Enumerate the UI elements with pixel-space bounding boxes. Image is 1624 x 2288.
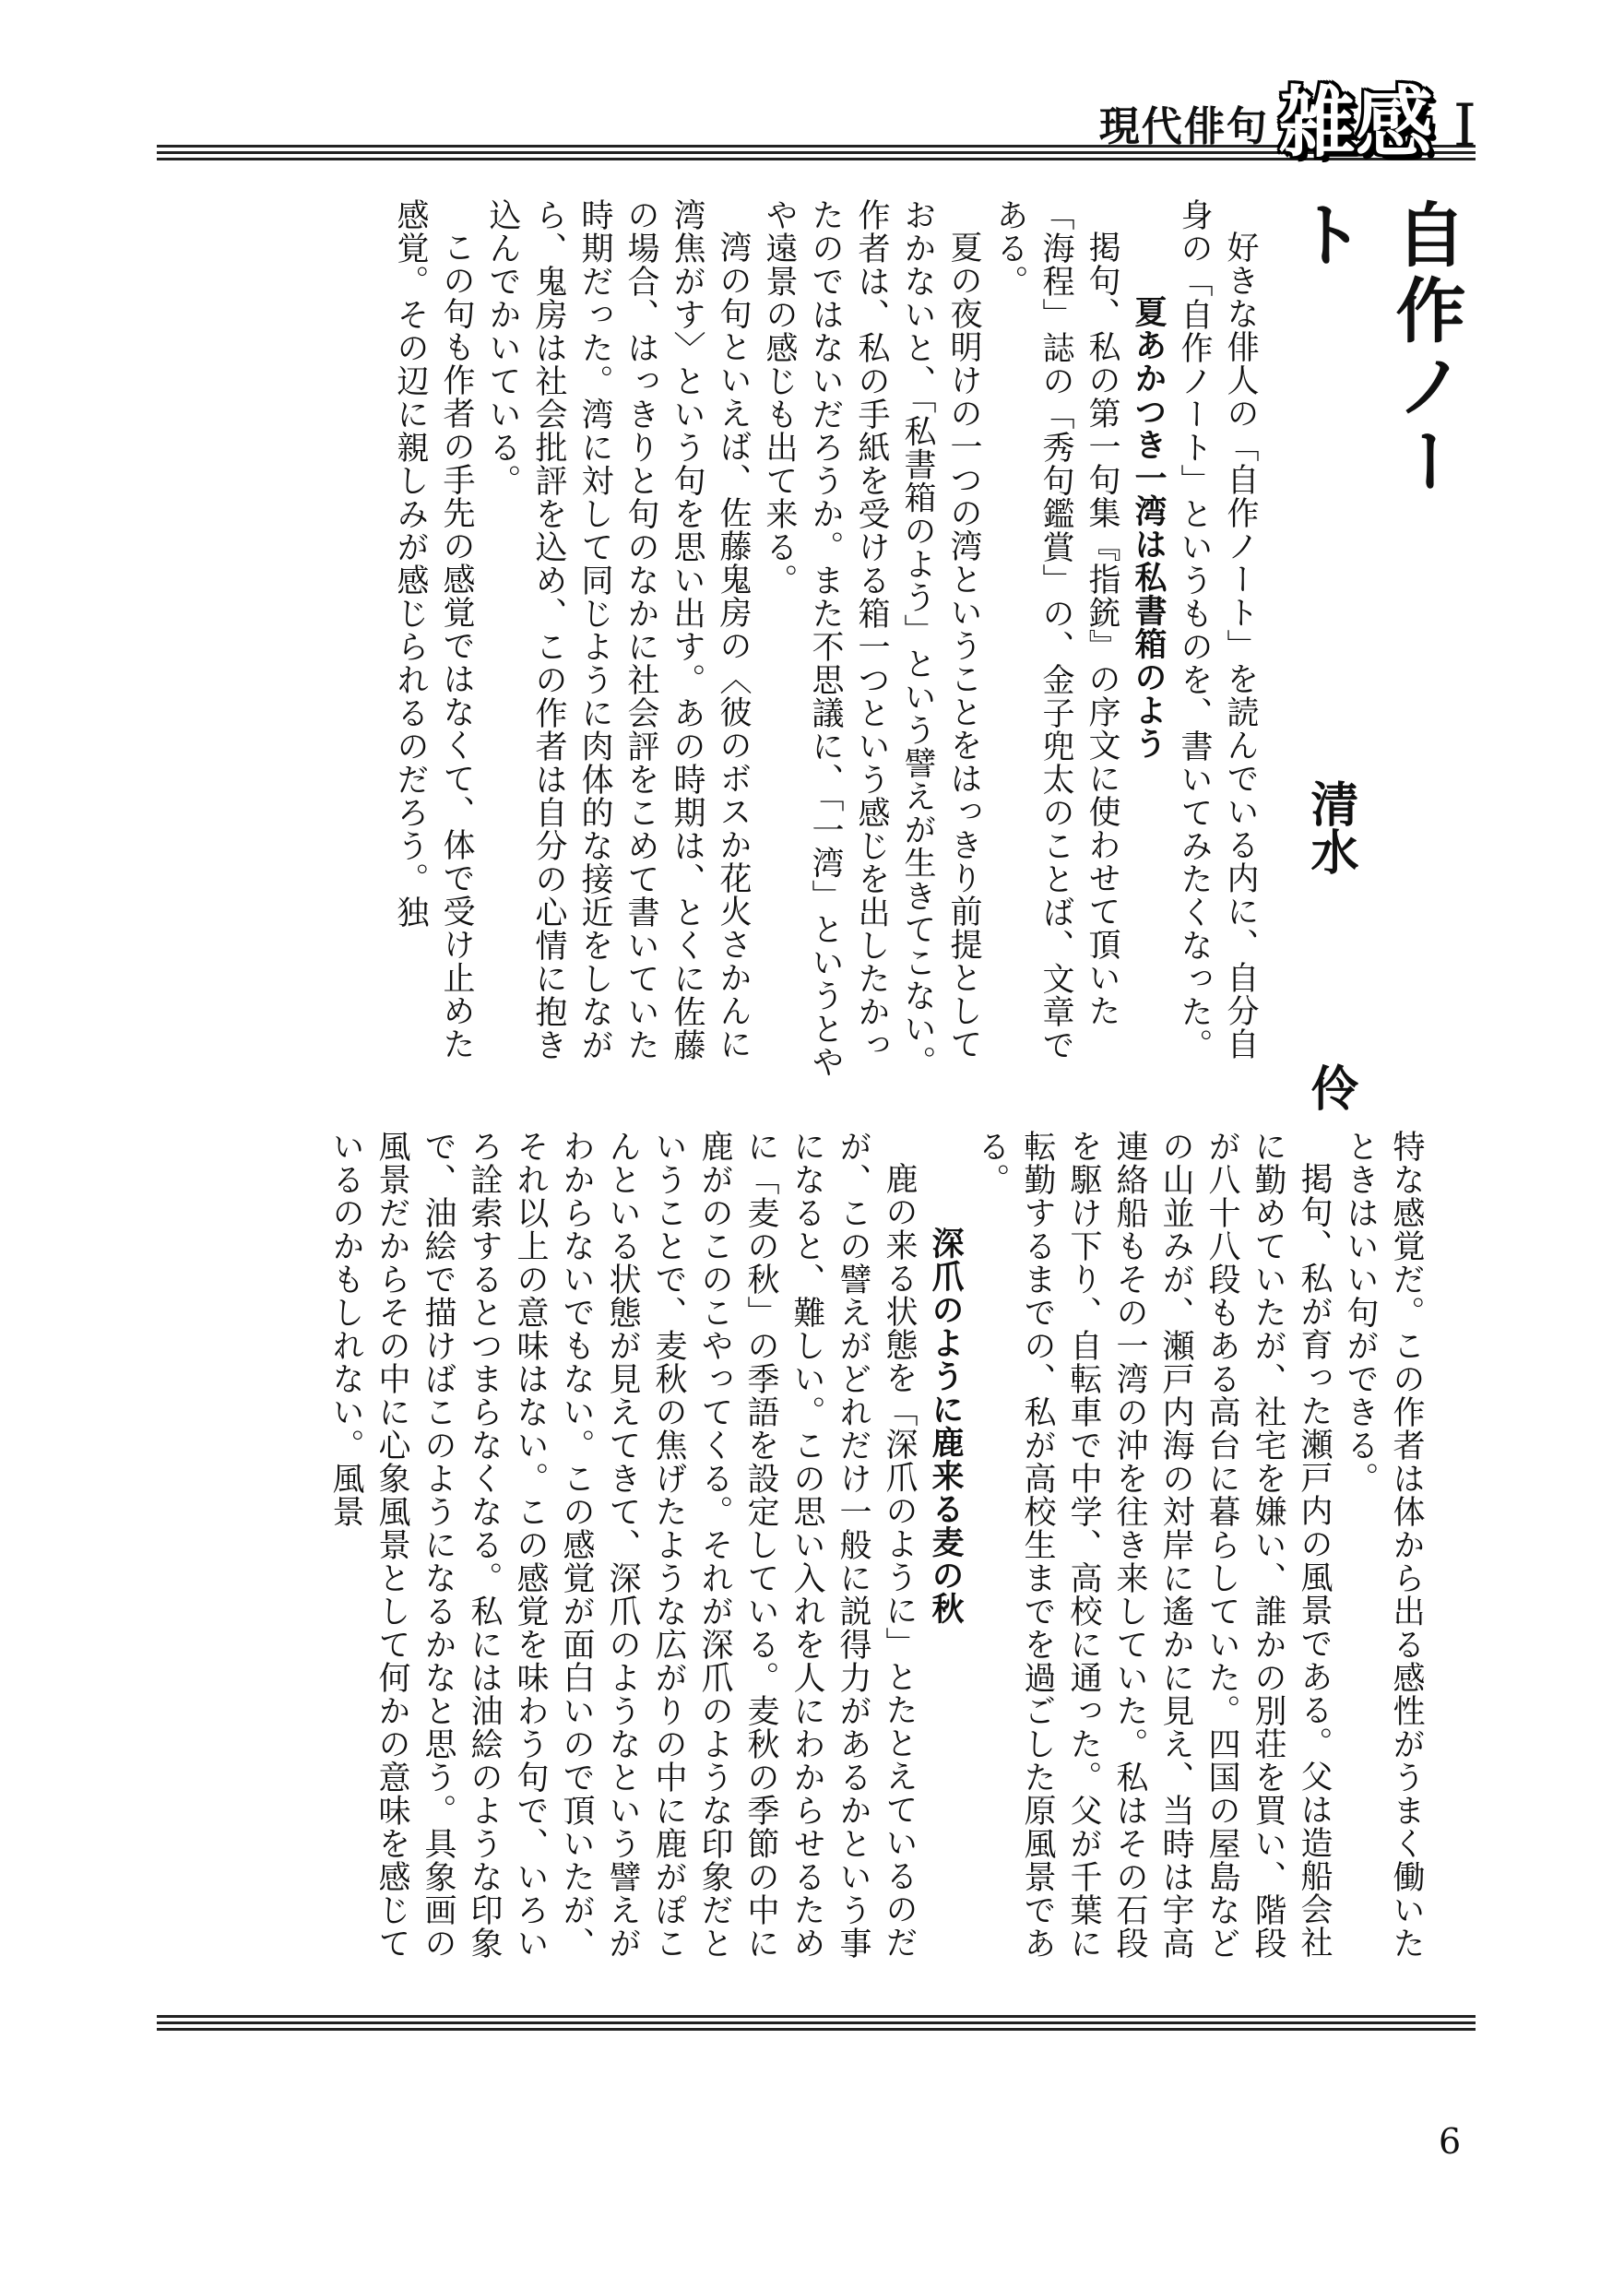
- haiku-heading-2: 深爪のように鹿来る麦の秋: [927, 1227, 964, 1625]
- author-given: 伶: [1302, 1063, 1357, 1111]
- article-title: 自作ノート: [1284, 198, 1466, 501]
- series-name: 現代俳句: [1098, 103, 1269, 150]
- footer-rule: [157, 2028, 1476, 2031]
- page-number: 6: [1439, 2121, 1462, 2162]
- lower-text-column: [157, 1130, 1429, 1960]
- series-title: 雑感: [1277, 77, 1433, 168]
- intro-paragraph: 好きな俳人の「自作ノート」を読んでいる内に、自分自身の「自作ノート」というものを、書いてみたくなった。: [1176, 198, 1259, 1061]
- author-surname: 清水: [1302, 779, 1357, 875]
- body-paragraph: 掲句、私が育った瀬戸内の風景である。父は造船会社に勤めていたが、社宅を嫌い、誰かの別荘を買い、階段が八十八段もある高台に暮らしていた。四国の屋島などの山並みが、瀬戸内海の対岸に遙かに見え、当時は宇高連絡船もその一湾の沖を往き来していた。私はその石段を駆け下り、自転車で中学、高校に通った。父が千葉に転勤するまでの、私が高校生までを過ごした原風景である。: [973, 1130, 1333, 1960]
- body-paragraph: 特な感覚だ。この作者は体から出る感性がうまく働いたときはいい句ができる。: [1342, 1130, 1425, 1960]
- body-paragraph: 掲句、私の第一句集『指銃』の序文に使わせて頂いた「海程」誌の「秀句鑑賞」の、金子兜太のことば、文章である。: [991, 198, 1120, 1061]
- series-volume: I: [1452, 92, 1476, 160]
- footer-rule: [157, 2015, 1476, 2018]
- running-header: [1098, 77, 1476, 168]
- haiku-heading-1: 夏あかつき一湾は私書箱のよう: [1130, 295, 1167, 760]
- body-paragraph: 鹿の来る状態を「深爪のように」とたとえているのだが、この譬えがどれだけ一般に説得力があるかという事になると、難しい。この思い入れを人にわからせるために「麦の秋」の季語を設定している。麦秋の季節の中に鹿がのこのこやってくる。それが深爪のような印象だということで、麦秋の焦げたような広がりの中に鹿がぽこんといる状態が見えてきて、深爪のようなという譬えがわからないでもない。この感覚が面白いので頂いたが、それ以上の意味はない。この感覚を味わう句で、いろいろ詮索するとつまらなくなる。私には油絵のような印象で、油絵で描けばこのようになるかなと思う。具象画の風景だからその中に心象風景として何かの意味を感じているのかもしれない。風景: [327, 1130, 918, 1960]
- footer-rule: [157, 2021, 1476, 2024]
- author-name: [1291, 779, 1365, 1111]
- body-paragraph: この句も作者の手先の感覚ではなくて、体で受け止めた感覚。その辺に親しみが感じられるのだろう。独: [392, 198, 475, 1061]
- upper-text-column: [157, 198, 1263, 1084]
- body-paragraph: 夏の夜明けの一つの湾ということをはっきり前提としておかないと、「私書箱のよう」という譬えが生きてこない。作者は、私の手紙を受ける箱一つという感じを出したかったのではないだろうか。また不思議に、「一湾」というとやや遠景の感じも出て来る。: [761, 198, 982, 1079]
- body-paragraph: 湾の句といえば、佐藤鬼房の〈彼のボスか花火さかんに湾焦がす〉という句を思い出す。あの時期は、とくに佐藤の場合、はっきりと句のなかに社会評をこめて書いていた時期だった。湾に対して同じように肉体的な接近をしながら、鬼房は社会批評を込め、この作者は自分の心情に抱き込んでかいている。: [484, 198, 752, 1061]
